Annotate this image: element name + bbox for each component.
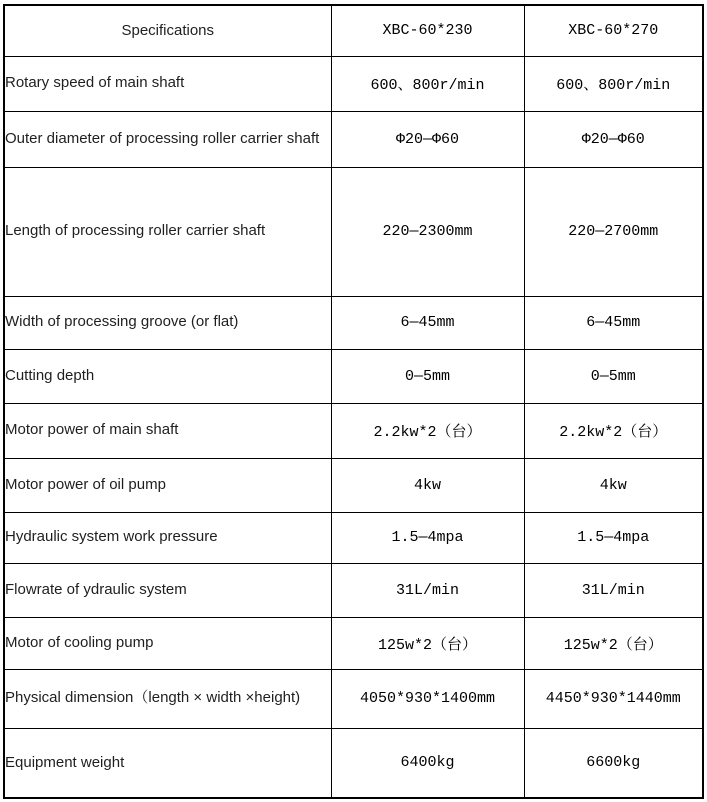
table-row <box>4 403 703 458</box>
spec-value-model1: 4kw <box>331 458 524 512</box>
spec-value-model1: 31L/min <box>331 563 524 617</box>
table-header-row <box>4 5 703 56</box>
table-row <box>4 458 703 512</box>
specifications-table <box>3 4 704 799</box>
spec-value-model2: 4450*930*1440mm <box>524 669 703 728</box>
spec-value-model2: 600、800r/min <box>524 56 703 111</box>
table-row <box>4 563 703 617</box>
column-header-model-xbc-60-230: XBC-60*230 <box>331 5 524 56</box>
table-row <box>4 617 703 669</box>
spec-label: Physical dimension（length × width ×height) <box>4 669 331 728</box>
spec-label: Width of processing groove (or flat) <box>4 296 331 349</box>
spec-label: Outer diameter of processing roller carrier shaft <box>4 111 331 167</box>
spec-value-model1: 1.5—4mpa <box>331 512 524 563</box>
table-row <box>4 56 703 111</box>
spec-value-model2: 1.5—4mpa <box>524 512 703 563</box>
spec-label: Length of processing roller carrier shaft <box>4 167 331 296</box>
spec-label: Equipment weight <box>4 728 331 798</box>
spec-value-model1: 2.2kw*2（台） <box>331 403 524 458</box>
spec-value-model2: 220—2700mm <box>524 167 703 296</box>
spec-value-model1: 6400kg <box>331 728 524 798</box>
spec-label: Motor power of oil pump <box>4 458 331 512</box>
spec-label: Flowrate of ydraulic system <box>4 563 331 617</box>
spec-label: Hydraulic system work pressure <box>4 512 331 563</box>
column-header-model-xbc-60-270: XBC-60*270 <box>524 5 703 56</box>
spec-value-model1: 600、800r/min <box>331 56 524 111</box>
table-row <box>4 349 703 403</box>
spec-value-model2: Φ20—Φ60 <box>524 111 703 167</box>
table-row <box>4 296 703 349</box>
spec-value-model2: 31L/min <box>524 563 703 617</box>
spec-value-model1: Φ20—Φ60 <box>331 111 524 167</box>
spec-label: Motor power of main shaft <box>4 403 331 458</box>
spec-value-model1: 4050*930*1400mm <box>331 669 524 728</box>
column-header-specifications: Specifications <box>4 5 331 56</box>
spec-value-model1: 0—5mm <box>331 349 524 403</box>
table-row <box>4 669 703 728</box>
spec-value-model1: 220—2300mm <box>331 167 524 296</box>
spec-value-model2: 125w*2（台） <box>524 617 703 669</box>
table-row <box>4 512 703 563</box>
spec-value-model2: 6—45mm <box>524 296 703 349</box>
table-row <box>4 111 703 167</box>
table-row <box>4 728 703 798</box>
spec-label: Cutting depth <box>4 349 331 403</box>
spec-value-model2: 6600kg <box>524 728 703 798</box>
spec-value-model1: 6—45mm <box>331 296 524 349</box>
spec-value-model1: 125w*2（台） <box>331 617 524 669</box>
spec-label: Motor of cooling pump <box>4 617 331 669</box>
table-row <box>4 167 703 296</box>
spec-value-model2: 4kw <box>524 458 703 512</box>
spec-label: Rotary speed of main shaft <box>4 56 331 111</box>
spec-value-model2: 2.2kw*2（台） <box>524 403 703 458</box>
spec-value-model2: 0—5mm <box>524 349 703 403</box>
